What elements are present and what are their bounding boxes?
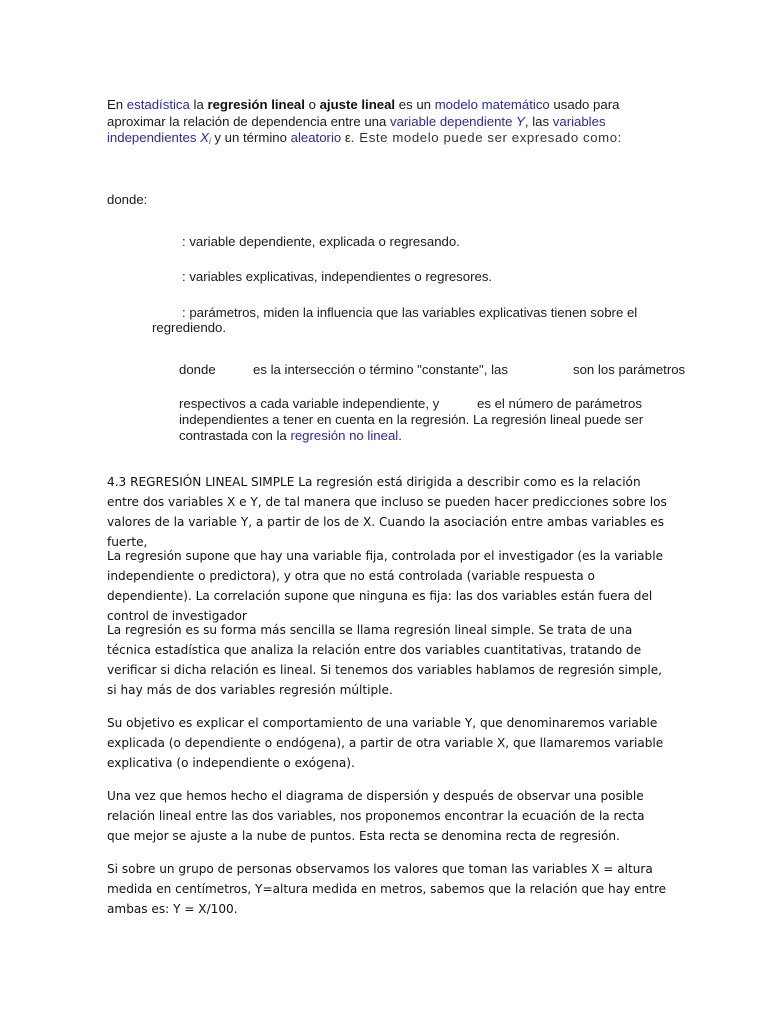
def-parametros: : parámetros, miden la influencia que las variables explicativas tienen sobre el bbox=[182, 305, 638, 320]
paragraph: Si sobre un grupo de personas observamos los valores que toman las variables X = altura medida en centímetros, Y=altura medida en metros, sabemos que la relación que hay entre ambas es: Y = X/100. bbox=[107, 862, 667, 916]
text: es un bbox=[395, 97, 435, 112]
text: la bbox=[189, 97, 208, 112]
bold-ajuste-lineal: ajuste lineal bbox=[319, 97, 396, 112]
text: contrastada con la bbox=[179, 428, 291, 443]
link-regresion-no-lineal[interactable]: regresión no lineal bbox=[290, 428, 399, 443]
text: En bbox=[107, 97, 127, 112]
parametros-text: son los parámetros bbox=[573, 362, 686, 377]
intro-paragraph bbox=[107, 97, 667, 151]
text: usado para aproximar la relación de dependencia entre una bbox=[107, 97, 620, 129]
text: , las bbox=[524, 113, 553, 129]
var-x: X bbox=[200, 130, 209, 145]
respectivos-text: respectivos a cada variable independiente, y bbox=[179, 396, 440, 411]
section-paragraph bbox=[107, 859, 667, 919]
section-paragraph bbox=[107, 546, 667, 626]
text: y un término bbox=[210, 130, 291, 145]
donde-text: donde bbox=[179, 362, 216, 377]
link-aleatorio[interactable]: aleatorio bbox=[290, 130, 342, 145]
link-variable-dependiente[interactable]: variable dependiente bbox=[389, 113, 513, 129]
section-paragraph bbox=[107, 620, 667, 700]
var-x-subscript: i bbox=[208, 137, 211, 146]
var-y: Y bbox=[516, 113, 525, 129]
paragraph: La regresión supone que hay una variable fija, controlada por el investigador (es la variable independiente o predictora), y otra que no está controlada (variable respuesta o dependiente). La correlación supone que ninguna es fija: las dos variables están fuera del control de investigador bbox=[107, 549, 664, 623]
def-variable-dependiente: : variable dependiente, explicada o regresando. bbox=[182, 234, 460, 249]
paragraph: 4.3 REGRESIÓN LINEAL SIMPLE La regresión está dirigida a describir como es la relación entre dos variables X e Y, de tal manera que incluso se pueden hacer predicciones sobre los valores de la variable Y, a partir de los de X. Cuando la asociación entre ambas variables es fuerte, bbox=[107, 475, 667, 549]
text: ε bbox=[341, 130, 351, 145]
independientes-text: independientes a tener en cuenta en la regresión. La regresión lineal puede ser bbox=[179, 412, 644, 427]
text: o bbox=[304, 97, 320, 112]
contrastada-line bbox=[179, 428, 402, 445]
text: . Este modelo puede ser expresado como: bbox=[350, 130, 622, 145]
section-regresion-simple bbox=[107, 472, 667, 552]
link-estadistica[interactable]: estadística bbox=[126, 97, 190, 112]
def-variables-explicativas: : variables explicativas, independientes o regresores. bbox=[182, 269, 493, 284]
paragraph: La regresión es su forma más sencilla se llama regresión lineal simple. Se trata de una técnica estadística que analiza la relación entre dos variables cuantitativas, tratando de verificar si dicha relación es lineal. Si tenemos dos variables hablamos de regresión simple, si hay más de dos variables regresión múltiple. bbox=[107, 623, 663, 697]
link-variables-independientes[interactable]: variables independientes bbox=[107, 113, 606, 145]
interseccion-text: es la intersección o término "constante", las bbox=[253, 362, 508, 377]
def-parametros-cont: regrediendo. bbox=[152, 320, 227, 335]
text: . bbox=[398, 428, 402, 443]
paragraph: Una vez que hemos hecho el diagrama de dispersión y después de observar una posible relación lineal entre las dos variables, nos proponemos encontrar la ecuación de la recta que mejor se ajuste a la nube de puntos. Esta recta se denomina recta de regresión. bbox=[107, 789, 645, 843]
paragraph: Su objetivo es explicar el comportamiento de una variable Y, que denominaremos variable explicada (o dependiente o endógena), a partir de otra variable X, que llamaremos variable explicativa (o independiente o exógena). bbox=[107, 716, 664, 770]
section-paragraph bbox=[107, 786, 667, 846]
numero-parametros-text: es el número de parámetros bbox=[477, 396, 642, 411]
donde-label: donde: bbox=[107, 192, 148, 207]
link-modelo-matematico[interactable]: modelo matemático bbox=[434, 97, 550, 112]
section-paragraph bbox=[107, 713, 667, 773]
bold-regresion-lineal: regresión lineal bbox=[207, 97, 305, 112]
